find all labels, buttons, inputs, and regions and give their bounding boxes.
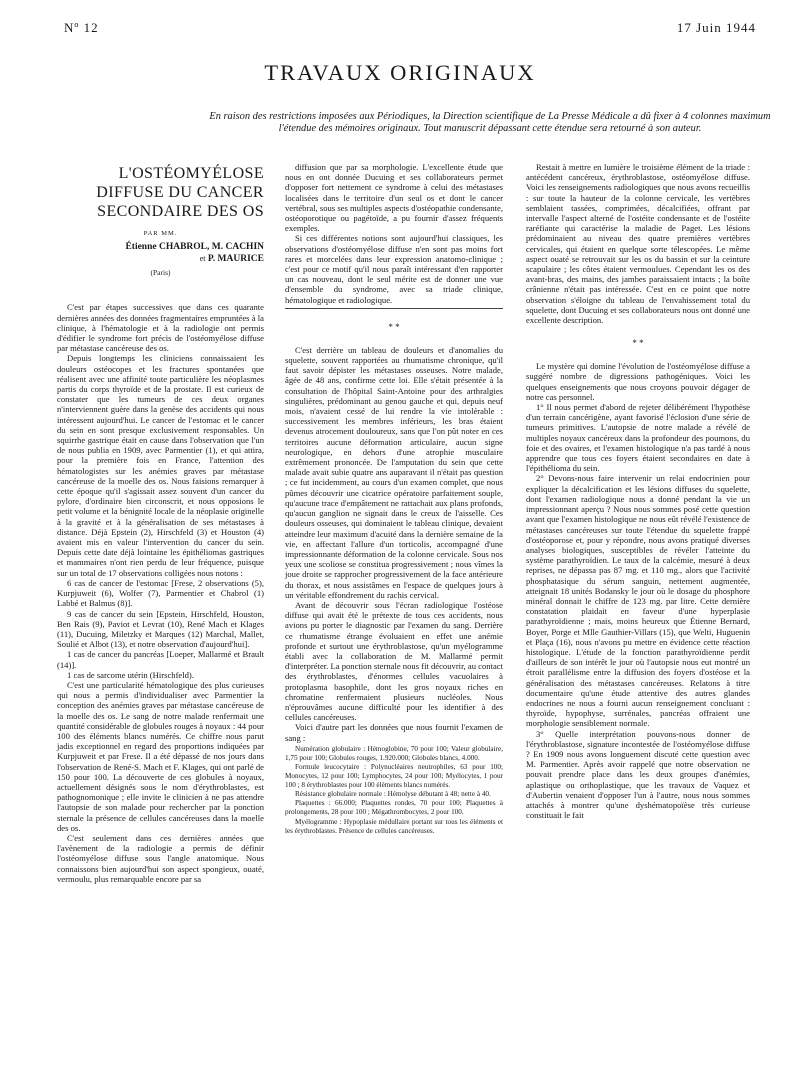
- blood-item: Résistance globulaire normale : Hémolyse débutant à 48; nette à 40.: [295, 790, 491, 799]
- paragraph: Si ces différentes notions sont aujourd'hui classiques, les observations d'ostéomyélose diffuse n'en sont pas moins fort rares et morcelées dans leur expression anatomo-clinique ; c'est pour ce motif qu'il nous paraît intéressant d'en rapporter un cas nouveau, dont le seul mérite est de donner une vue d'ensemble du syndrome, avec sa triade clinique, hématologique et radiologique.: [285, 233, 503, 305]
- paragraph: Restait à mettre en lumière le troisième élément de la triade : antécédent cancéreux, érythroblastose, ostéomyélose diffuse. Voici les renseignements radiologiques que nous avons recueillis : sur toute la hauteur de la colonne cervicale, les vertèbres semblaient tassées, comprimées, décalcifiées, offrant par intervalle l'aspect alterné de l'ostéite condensante et de l'ostéite raréfiante qui caractérise la maladie de Paget. Les lésions prédominaient au niveau des quatre premières vertèbres cervicales, qui étaient en quelque sorte télescopées. Le même aspect ouaté se retrouvait sur les os du bassin et sur la ceinture scapulaire ; les côtes étaient vermoulues. Cependant les os des avant-bras, des mains, des jambes paraissaient intacts ; la boîte crânienne n'était pas intéressée. C'est en ce point que notre observation s'éloigne du tableau de l'envahissement total du squelette, dont Ducuing et ses collaborateurs nous ont donné une excellente description.: [526, 162, 750, 326]
- paragraph: 1 cas de sarcome utérin (Hirschfeld).: [67, 669, 194, 680]
- paragraph: 9 cas de cancer du sein [Epstein, Hirschfeld, Houston, Ben Rais (9), Paviot et Levrat (10), René Mach et Klages (11), Ducuing, Miletzky et Marques (12) Marchal, Mallet, Soulié et Albot (13), et notre observation d'aujourd'hui].: [57, 608, 264, 650]
- paragraph: 3° Quelle interprétation pouvons-nous donner de l'érythroblastose, signature incontestée de l'ostéomyélose diffuse ? En 1909 nous avons longuement discuté cette question avec M. Parmentier. Après avoir rappelé que notre observation ne pouvait prendre place dans les deux groupes d'anémies, aplastique ou orthoplastique, que les travaux de Vaquez et d'Aubertin venaient d'opposer l'un à l'autre, nous nous sommes attachés à montrer qu'une dyshématopoïèse très curieuse constituait le fait: [526, 728, 750, 821]
- authors-place: (Paris): [150, 268, 171, 278]
- authors: [57, 241, 264, 265]
- paragraph: C'est seulement dans ces dernières années que l'avènement de la radiologie a permis de définir l'ostéomyélose diffuse sous l'angle anatomique. Nous connaissons bien aujourd'hui son aspect spongieux, ouaté, vermoulu, plus remarquable encore par sa: [57, 832, 264, 884]
- section-title: TRAVAUX ORIGINAUX: [264, 60, 536, 85]
- section-stars: * *: [388, 321, 400, 332]
- paragraph: Depuis longtemps les cliniciens connaissaient les douleurs ostéocopes et les fractures spontanées que réalisent avec une affinité toute particulière les néoplasmes partis du corps thyroïde et de la prostate. Il est curieux de constater que les tumeurs de ces deux organes n'interviennent guère dans la genèse des accidents qui nous intéressent aujourd'hui. Le cancer de l'estomac et le cancer du sein en sont presque exclusivement responsables. Un squirrhe gastrique était en cause dans l'observation que l'un de nous publia en 1909, avec Parmentier (1), et qui attira, pour la première fois en France, l'attention des hématologistes sur les anémies graves par métastase cancéreuse de la moelle des os. Nous faisions remarquer à cette époque qu'il s'agissait assez souvent d'un cancer du pylore, d'ordinaire bien circonscrit, et nous opposions le petit volume et la bénignité locale de la néoplasie originelle à la gravité et à la généralisation de ses métastases à distance. Déjà Epstein (2), Hirschfeld (3) et Houston (4) avaient mis en valeur l'intervention du cancer du sein. Depuis cette date déjà lointaine les épithéliomas gastriques et mammaires n'ont rien perdu de leur fréquence, puisque sur un total de 17 observations colligées nous notons :: [57, 353, 264, 578]
- blood-results: [285, 745, 503, 836]
- paragraph: C'est par étapes successives que dans ces quarante dernières années des données fragmentaires empruntées à la clinique, à l'hématologie et à la radiologie ont permis d'édifier le syndrome fort précis de l'ostéomyélose diffuse par métastase cancéreuse des os.: [57, 302, 264, 354]
- column-3: [526, 162, 750, 820]
- column-2: [285, 162, 503, 840]
- paragraph: C'est une particularité hématologique des plus curieuses qui nous a permis d'individualiser avec Parmentier la conception des anémies graves par métastase cancéreuse de la moelle des os. Le sang de notre malade renfermait une quantité considérable de globules rouges à noyaux : 44 pour 100 des éléments blancs numérés. Ce chiffre nous parut jadis exceptionnel en regard des proportions indiquées par Kurpjuweit et par Frese. Il a été dépassé de nos jours dans l'observation de René-S. Mach et F. Klages, qui ont parlé de 150 pour 100. La découverte de ces globules à noyaux, actuellement désignés sous le nom d'érythroblastes, est pathognomonique ; elle invite le clinicien à ne pas attendre l'autopsie de son malade pour rechercher par la ponction sternale la présence de cellules cancéreuses dans la moelle des os.: [57, 679, 264, 833]
- authors-prefix: PAR MM.: [143, 230, 178, 237]
- authors-line-2: P. MAURICE: [207, 254, 264, 265]
- issue-date: 17 Juin 1944: [676, 20, 756, 35]
- authors-line-1: Étienne CHABROL, M. CACHIN: [125, 242, 264, 253]
- blood-item: Plaquettes : 66.000; Plaquettes rondes, 70 pour 100; Plaquettes à prolongements, 28 pour 100 ; Mégathrombocytes, 2 pour 100.: [285, 799, 503, 817]
- paragraph: C'est derrière un tableau de douleurs et d'anomalies du squelette, souvent rapportées au rhumatisme chronique, qu'il faut savoir dépister les métastases osseuses. Notre malade, âgée de 48 ans, confirme cette loi. Elle s'était présentée à la consultation de l'hôpital Saint-Antoine pour des arthralgies singulières, prédominant au genou gauche et qui, depuis neuf mois, n'avaient cessé de lui rendre la vie intolérable : successivement les membres inférieurs, les bras étaient devenus atrocement douloureux, sans que l'on pût noter en ces territoires aucune déformation articulaire, aucun signe neurologique, en dehors d'une atrophie musculaire extrêmement prononcée. De l'amputation du sein que cette malade avait subie quatre ans auparavant il n'était pas question ; ce fut incidemment, au cours d'un examen complet, que nous pûmes découvrir une cicatrice opératoire parfaitement souple, qu'aucune trace d'empâtement ne rattachait aux plans profonds, qu'aucun ganglion ne signait dans le creux de l'aisselle. Ces douleurs osseuses, qui dominaient le tableau clinique, devaient atteindre leur maximum d'acuité dans la dernière semaine de la vie, en affectant l'allure d'un torticolis, accompagné d'une impressionnante déformation de la colonne cervicale. Sous nos yeux une scoliose se constitua progressivement ; nous vîmes la joue droite se rapprocher progressivement de la face antérieure du thorax, et nous assistâmes en l'espace de quelques jours à un véritable effondrement du rachis cervical.: [285, 344, 503, 600]
- blood-item: Myélogramme : Hypoplasie médullaire portant sur tous les éléments et les érythroblastes. Présence de cellules cancéreuses.: [285, 817, 503, 835]
- divider: [285, 308, 503, 309]
- paragraph: 2° Devons-nous faire intervenir un relai endocrinien pour expliquer la décalcification et les lésions diffuses du squelette, dont l'examen radiologique nous a donné pendant la vie un impressionnant aperçu ? Nous nous sommes posé cette question avant que l'examen histologique ne nous eût révélé l'existence de métastases cancéreuses sur toute l'étendue du squelette frappé d'ostéoporose et, pour y répondre, nous avons pratiqué diverses analyses biologiques, susceptibles de révéler l'atteinte du système parathyroïdien. Le taux de la calcémie, mesuré à deux reprises, ne dépassa pas 87 mg. et 110 mg., alors que l'activité phosphatasique du sérum sanguin, nettement augmentée, atteignait 18 unités Bodansky le jour où le dosage du phosphore minéral donnait le chiffre de 123 mg. par litre. Cette dernière constatation plaidait en faveur d'une hyperplasie parathyroïdienne ; mais, moins heureux que Étienne Bernard, Boyer, Porge et Mlle Gauthier-Villars (15), que Welti, Huguenin et Plaça (16), nous n'avons pu mettre en évidence cette réaction histologique. L'étude de la fonction parathyroïdienne perdit d'ailleurs de son intérêt le jour où l'autopsie nous eut montré un étroit parallélisme entre la diffusion des foyers d'ostéose et la généralisation des métastases cancéreuses. Relatons à titre documentaire qu'une étude attentive des autres glandes endocrines ne nous a fourni aucun renseignement concluant : thyroïde, hypophyse, surrénales, pancréas offraient une morphologie sensiblement normale.: [526, 473, 750, 729]
- paragraph: Voici d'autre part les données que nous fournit l'examen de sang :: [285, 722, 503, 743]
- column-1: [57, 162, 264, 884]
- page-header: [64, 20, 756, 38]
- paragraph: diffusion que par sa morphologie. L'excellente étude que nous en ont donnée Ducuing et ses collaborateurs permet d'opposer fort nettement ce syndrome à celui des métastases localisées dans le territoire d'un seul os et dont le cancer vertébral, sous ses multiples aspects d'ostéopathie condensante, ostéoporotique ou pagétoïde, a pu fournir d'assez fréquents exemples.: [285, 162, 503, 234]
- paragraph: Avant de découvrir sous l'écran radiologique l'ostéose diffuse qui avait été le prétexte de tous ces accidents, nous avions pu porter le diagnostic par l'examen du sang. Derrière ce rhumatisme étrange évoluaient en effet une anémie profonde et surtout une érythroblastose, qu'un myélogramme établi avec la collaboration de M. Mallarmé permit d'interpréter. La ponction sternale nous fit découvrir, au contact des érythroblastes, d'énormes cellules vacuolaires à protoplasma basophile, dont les gros noyaux riches en chromatine renfermaient plusieurs nucléoles. Nous n'éprouvâmes aucune difficulté pour les identifier à des cellules cancéreuses.: [285, 599, 503, 723]
- paragraph: Le mystère qui domine l'évolution de l'ostéomyélose diffuse a suggéré nombre de digressions pathogéniques. Voici les quelques enseignements que nous croyons pouvoir dégager de notre cas personnel.: [526, 361, 750, 402]
- authors-et: et: [199, 254, 206, 264]
- editorial-notice: En raison des restrictions imposées aux Périodiques, la Direction scientifique de La Presse Médicale a dû fixer à 4 colonnes maximum l'étendue des mémoires originaux. Tout manuscrit dépassant cette étendue sera retourné à son auteur.: [209, 111, 771, 135]
- issue-number: Nº 12: [64, 20, 99, 35]
- blood-item: Numération globulaire : Hémoglobine, 70 pour 100; Valeur globulaire, 1,75 pour 100; Globules rouges, 1.920.000; Globules blancs, 4.000.: [285, 744, 503, 762]
- blood-item: Formule leucocytaire : Polynucléaires neutrophiles, 63 pour 100; Monocytes, 12 pour 100; Lymphocytes, 24 pour 100; Myélocytes, 1 pour 100 ; 8 érythroblastes pour 100 éléments blancs numérés.: [285, 762, 503, 790]
- paragraph: 1° Il nous permet d'abord de rejeter délibérément l'hypothèse d'un terrain cancérigène, ayant favorisé l'éclosion d'une série de tumeurs primitives. L'autopsie de notre malade a révélé de multiples noyaux cancéreux dans la profondeur des poumons, du foie et des ovaires, et l'examen histologique n'a pas tardé à nous apprendre que tous ces foyers étaient secondaires en date à l'épithélioma du sein.: [526, 402, 750, 474]
- section-stars: * *: [632, 338, 644, 349]
- paragraph: 6 cas de cancer de l'estomac [Frese, 2 observations (5), Kurpjuweit (6), Wolfer (7), Parmentier et Chabrol (1) Labbé et Balmus (8)].: [57, 577, 264, 609]
- article-title: L'OSTÉOMYÉLOSE DIFFUSE DU CANCER SECONDAIRE DES OS: [96, 165, 264, 220]
- paragraph: 1 cas de cancer du pancréas [Loeper, Mallarmé et Brault (14)].: [57, 649, 264, 670]
